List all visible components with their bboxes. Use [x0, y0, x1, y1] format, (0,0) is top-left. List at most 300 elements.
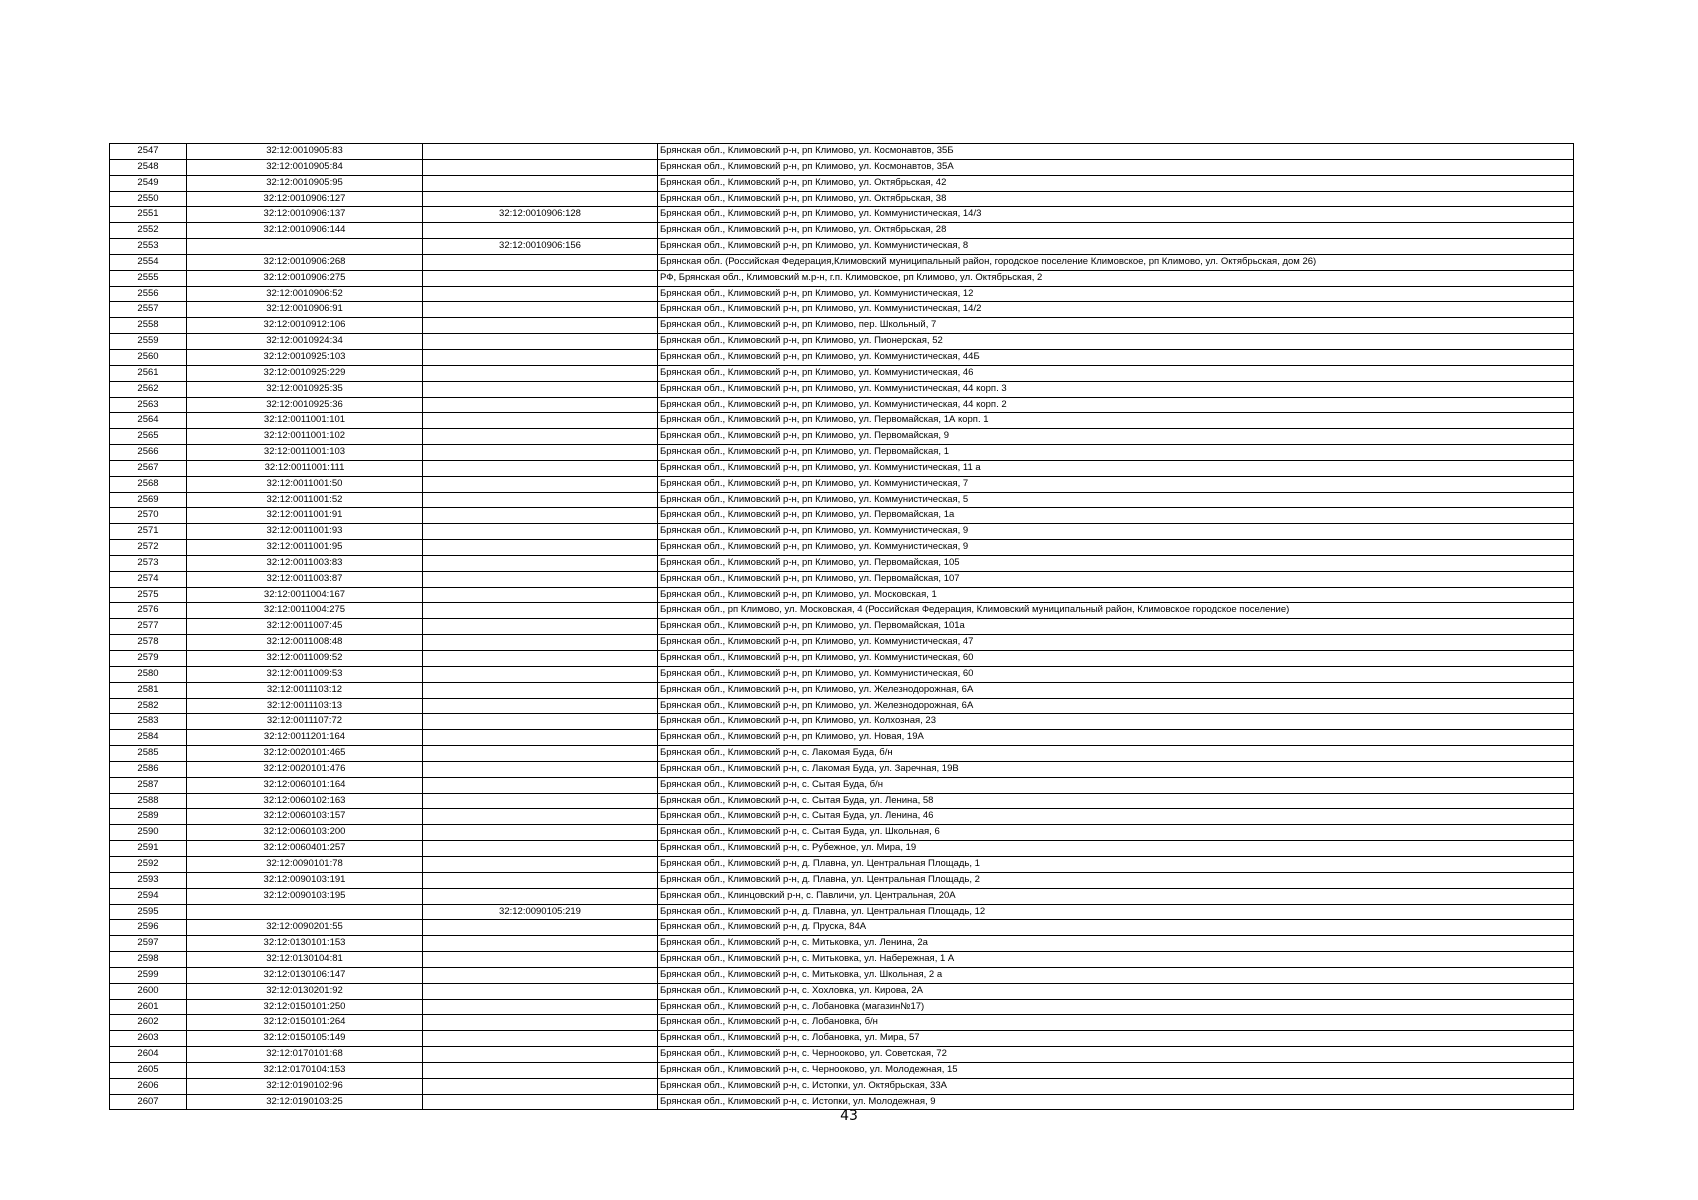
related-cadastral-number-cell — [423, 381, 658, 397]
related-cadastral-number-cell — [423, 999, 658, 1015]
table-row — [110, 825, 1574, 841]
row-number-cell: 2560 — [110, 349, 187, 365]
address-cell: Брянская обл., рп Климово, ул. Московская, 4 (Российская Федерация, Климовский муниципальный район, Климовское городское поселение) — [658, 603, 1574, 619]
address-cell: Брянская обл., Климовский р-н, д. Плавна, ул. Центральная Площадь, 2 — [658, 872, 1574, 888]
cadastral-number-cell: 32:12:0190102:96 — [187, 1078, 423, 1094]
row-number-cell: 2585 — [110, 746, 187, 762]
row-number-cell: 2577 — [110, 619, 187, 635]
address-cell: Брянская обл., Климовский р-н, рп Климово, ул. Октябрьская, 38 — [658, 191, 1574, 207]
related-cadastral-number-cell — [423, 761, 658, 777]
cadastral-number-cell: 32:12:0011009:52 — [187, 651, 423, 667]
row-number-cell: 2575 — [110, 587, 187, 603]
table-row — [110, 587, 1574, 603]
row-number-cell: 2579 — [110, 651, 187, 667]
row-number-cell: 2555 — [110, 270, 187, 286]
related-cadastral-number-cell — [423, 365, 658, 381]
row-number-cell: 2569 — [110, 492, 187, 508]
table-row — [110, 967, 1574, 983]
row-number-cell: 2576 — [110, 603, 187, 619]
cadastral-number-cell: 32:12:0011009:53 — [187, 666, 423, 682]
cadastral-number-cell: 32:12:0011004:167 — [187, 587, 423, 603]
row-number-cell: 2584 — [110, 730, 187, 746]
cadastral-number-cell: 32:12:0060103:157 — [187, 809, 423, 825]
address-cell: Брянская обл., Климовский р-н, рп Климово, ул. Октябрьская, 28 — [658, 223, 1574, 239]
row-number-cell: 2581 — [110, 682, 187, 698]
address-cell: Брянская обл., Климовский р-н, рп Климово, ул. Коммунистическая, 9 — [658, 540, 1574, 556]
cadastral-number-cell: 32:12:0011007:45 — [187, 619, 423, 635]
address-cell: Брянская обл., Климовский р-н, рп Климово, ул. Первомайская, 9 — [658, 429, 1574, 445]
row-number-cell: 2598 — [110, 952, 187, 968]
registry-table-body — [110, 144, 1574, 1110]
address-cell: Брянская обл., Климовский р-н, рп Климово, ул. Первомайская, 101а — [658, 619, 1574, 635]
row-number-cell: 2601 — [110, 999, 187, 1015]
row-number-cell: 2604 — [110, 1047, 187, 1063]
table-row — [110, 460, 1574, 476]
related-cadastral-number-cell — [423, 619, 658, 635]
table-row — [110, 492, 1574, 508]
related-cadastral-number-cell — [423, 682, 658, 698]
row-number-cell: 2567 — [110, 460, 187, 476]
related-cadastral-number-cell — [423, 175, 658, 191]
address-cell: Брянская обл., Климовский р-н, рп Климово, ул. Космонавтов, 35А — [658, 159, 1574, 175]
row-number-cell: 2559 — [110, 334, 187, 350]
related-cadastral-number-cell — [423, 587, 658, 603]
related-cadastral-number-cell — [423, 349, 658, 365]
address-cell: Брянская обл., Климовский р-н, с. Хохловка, ул. Кирова, 2А — [658, 983, 1574, 999]
row-number-cell: 2602 — [110, 1015, 187, 1031]
table-row — [110, 524, 1574, 540]
table-row — [110, 540, 1574, 556]
table-row — [110, 207, 1574, 223]
address-cell: Брянская обл., Климовский р-н, рп Климово, ул. Коммунистическая, 46 — [658, 365, 1574, 381]
table-row — [110, 1078, 1574, 1094]
table-row — [110, 666, 1574, 682]
cadastral-number-cell: 32:12:0011201:164 — [187, 730, 423, 746]
table-row — [110, 476, 1574, 492]
related-cadastral-number-cell — [423, 936, 658, 952]
related-cadastral-number-cell — [423, 476, 658, 492]
related-cadastral-number-cell — [423, 1078, 658, 1094]
row-number-cell: 2564 — [110, 413, 187, 429]
table-row — [110, 809, 1574, 825]
address-cell: Брянская обл., Климовский р-н, рп Климово, ул. Первомайская, 105 — [658, 555, 1574, 571]
address-cell: Брянская обл., Климовский р-н, с. Лакомая Буда, б/н — [658, 746, 1574, 762]
table-row — [110, 952, 1574, 968]
related-cadastral-number-cell — [423, 793, 658, 809]
related-cadastral-number-cell — [423, 777, 658, 793]
row-number-cell: 2595 — [110, 904, 187, 920]
cadastral-number-cell: 32:12:0010912:106 — [187, 318, 423, 334]
address-cell: Брянская обл., Климовский р-н, с. Сытая Буда, ул. Ленина, 46 — [658, 809, 1574, 825]
address-cell: Брянская обл., Климовский р-н, рп Климово, ул. Космонавтов, 35Б — [658, 144, 1574, 160]
row-number-cell: 2547 — [110, 144, 187, 160]
row-number-cell: 2594 — [110, 888, 187, 904]
cadastral-number-cell: 32:12:0090101:78 — [187, 856, 423, 872]
row-number-cell: 2591 — [110, 841, 187, 857]
table-row — [110, 159, 1574, 175]
table-row — [110, 223, 1574, 239]
row-number-cell: 2587 — [110, 777, 187, 793]
related-cadastral-number-cell — [423, 666, 658, 682]
cadastral-number-cell: 32:12:0011001:103 — [187, 445, 423, 461]
cadastral-number-cell: 32:12:0090103:195 — [187, 888, 423, 904]
cadastral-number-cell: 32:12:0010906:52 — [187, 286, 423, 302]
related-cadastral-number-cell — [423, 492, 658, 508]
related-cadastral-number-cell — [423, 334, 658, 350]
table-row — [110, 191, 1574, 207]
row-number-cell: 2563 — [110, 397, 187, 413]
table-row — [110, 365, 1574, 381]
row-number-cell: 2568 — [110, 476, 187, 492]
address-cell: Брянская обл., Климовский р-н, рп Климово, ул. Пионерская, 52 — [658, 334, 1574, 350]
address-cell: Брянская обл., Климовский р-н, с. Митьковка, ул. Ленина, 2а — [658, 936, 1574, 952]
address-cell: Брянская обл., Климовский р-н, с. Митьковка, ул. Набережная, 1 А — [658, 952, 1574, 968]
row-number-cell: 2582 — [110, 698, 187, 714]
table-row — [110, 856, 1574, 872]
related-cadastral-number-cell — [423, 698, 658, 714]
row-number-cell: 2588 — [110, 793, 187, 809]
cadastral-number-cell: 32:12:0130106:147 — [187, 967, 423, 983]
table-row — [110, 841, 1574, 857]
row-number-cell: 2578 — [110, 635, 187, 651]
cadastral-number-cell: 32:12:0010925:35 — [187, 381, 423, 397]
cadastral-number-cell: 32:12:0150101:264 — [187, 1015, 423, 1031]
cadastral-number-cell: 32:12:0011001:111 — [187, 460, 423, 476]
related-cadastral-number-cell — [423, 603, 658, 619]
cadastral-number-cell: 32:12:0011103:12 — [187, 682, 423, 698]
related-cadastral-number-cell — [423, 223, 658, 239]
row-number-cell: 2557 — [110, 302, 187, 318]
related-cadastral-number-cell — [423, 508, 658, 524]
row-number-cell: 2566 — [110, 445, 187, 461]
row-number-cell: 2554 — [110, 254, 187, 270]
table-row — [110, 651, 1574, 667]
cadastral-number-cell: 32:12:0010905:83 — [187, 144, 423, 160]
row-number-cell: 2572 — [110, 540, 187, 556]
row-number-cell: 2583 — [110, 714, 187, 730]
cadastral-number-cell: 32:12:0011004:275 — [187, 603, 423, 619]
address-cell: Брянская обл., Климовский р-н, рп Климово, ул. Коммунистическая, 7 — [658, 476, 1574, 492]
table-row — [110, 1062, 1574, 1078]
related-cadastral-number-cell: 32:12:0090105:219 — [423, 904, 658, 920]
address-cell: Брянская обл., Климовский р-н, с. Чернооково, ул. Молодежная, 15 — [658, 1062, 1574, 1078]
address-cell: Брянская обл., Климовский р-н, рп Климово, ул. Коммунистическая, 5 — [658, 492, 1574, 508]
row-number-cell: 2550 — [110, 191, 187, 207]
address-cell: Брянская обл., Климовский р-н, с. Лобановка (магазин№17) — [658, 999, 1574, 1015]
related-cadastral-number-cell — [423, 746, 658, 762]
table-row — [110, 1047, 1574, 1063]
row-number-cell: 2605 — [110, 1062, 187, 1078]
table-row — [110, 381, 1574, 397]
address-cell: Брянская обл., Климовский р-н, рп Климово, ул. Московская, 1 — [658, 587, 1574, 603]
cadastral-number-cell: 32:12:0011001:102 — [187, 429, 423, 445]
cadastral-number-cell: 32:12:0011103:13 — [187, 698, 423, 714]
address-cell: Брянская обл., Климовский р-н, с. Рубежное, ул. Мира, 19 — [658, 841, 1574, 857]
cadastral-number-cell: 32:12:0130201:92 — [187, 983, 423, 999]
address-cell: Брянская обл., Климовский р-н, рп Климово, ул. Колхозная, 23 — [658, 714, 1574, 730]
related-cadastral-number-cell — [423, 445, 658, 461]
table-row — [110, 1015, 1574, 1031]
cadastral-number-cell: 32:12:0011003:87 — [187, 571, 423, 587]
address-cell: Брянская обл., Климовский р-н, рп Климово, ул. Коммунистическая, 44 корп. 3 — [658, 381, 1574, 397]
cadastral-number-cell: 32:12:0060103:200 — [187, 825, 423, 841]
cadastral-number-cell: 32:12:0170104:153 — [187, 1062, 423, 1078]
related-cadastral-number-cell — [423, 270, 658, 286]
address-cell: Брянская обл., Климовский р-н, с. Сытая Буда, ул. Школьная, 6 — [658, 825, 1574, 841]
row-number-cell: 2553 — [110, 239, 187, 255]
related-cadastral-number-cell — [423, 1031, 658, 1047]
cadastral-number-cell: 32:12:0010906:275 — [187, 270, 423, 286]
address-cell: Брянская обл., Климовский р-н, с. Истопки, ул. Молодежная, 9 — [658, 1094, 1574, 1110]
cadastral-number-cell: 32:12:0010906:91 — [187, 302, 423, 318]
row-number-cell: 2573 — [110, 555, 187, 571]
table-row — [110, 397, 1574, 413]
address-cell: Брянская обл., Климовский р-н, д. Пруска, 84А — [658, 920, 1574, 936]
cadastral-number-cell — [187, 239, 423, 255]
cadastral-number-cell: 32:12:0060101:164 — [187, 777, 423, 793]
table-row — [110, 872, 1574, 888]
table-row — [110, 334, 1574, 350]
related-cadastral-number-cell — [423, 809, 658, 825]
table-row — [110, 777, 1574, 793]
address-cell: Брянская обл., Климовский р-н, рп Климово, ул. Железнодорожная, 6А — [658, 698, 1574, 714]
address-cell: Брянская обл., Климовский р-н, с. Сытая Буда, б/н — [658, 777, 1574, 793]
row-number-cell: 2596 — [110, 920, 187, 936]
related-cadastral-number-cell — [423, 1015, 658, 1031]
address-cell: Брянская обл., Климовский р-н, рп Климово, ул. Коммунистическая, 44Б — [658, 349, 1574, 365]
related-cadastral-number-cell — [423, 635, 658, 651]
cadastral-number-cell: 32:12:0010925:103 — [187, 349, 423, 365]
cadastral-number-cell: 32:12:0011001:52 — [187, 492, 423, 508]
related-cadastral-number-cell — [423, 872, 658, 888]
page-number: 43 — [840, 1108, 858, 1124]
row-number-cell: 2599 — [110, 967, 187, 983]
table-row — [110, 761, 1574, 777]
row-number-cell: 2558 — [110, 318, 187, 334]
row-number-cell: 2606 — [110, 1078, 187, 1094]
address-cell: Брянская обл., Климовский р-н, рп Климово, ул. Коммунистическая, 11 а — [658, 460, 1574, 476]
cadastral-number-cell: 32:12:0010924:34 — [187, 334, 423, 350]
table-row — [110, 286, 1574, 302]
table-row — [110, 619, 1574, 635]
table-row — [110, 270, 1574, 286]
related-cadastral-number-cell — [423, 413, 658, 429]
row-number-cell: 2548 — [110, 159, 187, 175]
cadastral-number-cell: 32:12:0060401:257 — [187, 841, 423, 857]
address-cell: Брянская обл., Климовский р-н, рп Климово, ул. Первомайская, 1А корп. 1 — [658, 413, 1574, 429]
row-number-cell: 2562 — [110, 381, 187, 397]
table-row — [110, 1031, 1574, 1047]
cadastral-number-cell: 32:12:0150105:149 — [187, 1031, 423, 1047]
cadastral-number-cell: 32:12:0090201:55 — [187, 920, 423, 936]
related-cadastral-number-cell — [423, 1062, 658, 1078]
cadastral-number-cell: 32:12:0011001:93 — [187, 524, 423, 540]
cadastral-number-cell: 32:12:0010906:144 — [187, 223, 423, 239]
row-number-cell: 2590 — [110, 825, 187, 841]
address-cell: Брянская обл., Климовский р-н, с. Чернооково, ул. Советская, 72 — [658, 1047, 1574, 1063]
table-row — [110, 603, 1574, 619]
related-cadastral-number-cell — [423, 730, 658, 746]
row-number-cell: 2556 — [110, 286, 187, 302]
cadastral-number-cell: 32:12:0010925:36 — [187, 397, 423, 413]
address-cell: Брянская обл., Климовский р-н, с. Лобановка, б/н — [658, 1015, 1574, 1031]
cadastral-number-cell: 32:12:0150101:250 — [187, 999, 423, 1015]
address-cell: Брянская обл., Климовский р-н, рп Климово, ул. Коммунистическая, 60 — [658, 651, 1574, 667]
address-cell: Брянская обл., Климовский р-н, рп Климово, ул. Первомайская, 107 — [658, 571, 1574, 587]
row-number-cell: 2607 — [110, 1094, 187, 1110]
related-cadastral-number-cell — [423, 144, 658, 160]
table-row — [110, 920, 1574, 936]
table-row — [110, 746, 1574, 762]
address-cell: Брянская обл., Климовский р-н, рп Климово, ул. Октябрьская, 42 — [658, 175, 1574, 191]
address-cell: Брянская обл., Климовский р-н, рп Климово, ул. Коммунистическая, 8 — [658, 239, 1574, 255]
table-row — [110, 698, 1574, 714]
related-cadastral-number-cell — [423, 318, 658, 334]
address-cell: Брянская обл., Климовский р-н, рп Климово, ул. Коммунистическая, 47 — [658, 635, 1574, 651]
row-number-cell: 2597 — [110, 936, 187, 952]
table-row — [110, 508, 1574, 524]
address-cell: Брянская обл., Климовский р-н, с. Митьковка, ул. Школьная, 2 а — [658, 967, 1574, 983]
address-cell: Брянская обл., Климовский р-н, рп Климово, ул. Коммунистическая, 9 — [658, 524, 1574, 540]
table-row — [110, 999, 1574, 1015]
cadastral-number-cell: 32:12:0011001:91 — [187, 508, 423, 524]
address-cell: Брянская обл., Климовский р-н, д. Плавна, ул. Центральная Площадь, 12 — [658, 904, 1574, 920]
cadastral-number-cell: 32:12:0020101:476 — [187, 761, 423, 777]
table-row — [110, 730, 1574, 746]
address-cell: Брянская обл., Климовский р-н, рп Климово, ул. Первомайская, 1 — [658, 445, 1574, 461]
related-cadastral-number-cell — [423, 524, 658, 540]
related-cadastral-number-cell — [423, 286, 658, 302]
cadastral-number-cell: 32:12:0190103:25 — [187, 1094, 423, 1110]
address-cell: Брянская обл., Климовский р-н, рп Климово, ул. Коммунистическая, 12 — [658, 286, 1574, 302]
related-cadastral-number-cell — [423, 651, 658, 667]
related-cadastral-number-cell — [423, 429, 658, 445]
row-number-cell: 2600 — [110, 983, 187, 999]
cadastral-number-cell: 32:12:0020101:465 — [187, 746, 423, 762]
related-cadastral-number-cell — [423, 825, 658, 841]
row-number-cell: 2561 — [110, 365, 187, 381]
row-number-cell: 2593 — [110, 872, 187, 888]
related-cadastral-number-cell: 32:12:0010906:128 — [423, 207, 658, 223]
row-number-cell: 2574 — [110, 571, 187, 587]
row-number-cell: 2580 — [110, 666, 187, 682]
address-cell: Брянская обл., Климовский р-н, с. Сытая Буда, ул. Ленина, 58 — [658, 793, 1574, 809]
cadastral-number-cell: 32:12:0060102:163 — [187, 793, 423, 809]
cadastral-number-cell: 32:12:0090103:191 — [187, 872, 423, 888]
table-row — [110, 571, 1574, 587]
row-number-cell: 2565 — [110, 429, 187, 445]
cadastral-number-cell: 32:12:0011001:50 — [187, 476, 423, 492]
related-cadastral-number-cell — [423, 967, 658, 983]
table-row — [110, 144, 1574, 160]
related-cadastral-number-cell — [423, 841, 658, 857]
row-number-cell: 2603 — [110, 1031, 187, 1047]
address-cell: Брянская обл., Клинцовский р-н, с. Павличи, ул. Центральная, 20А — [658, 888, 1574, 904]
table-row — [110, 904, 1574, 920]
row-number-cell: 2570 — [110, 508, 187, 524]
related-cadastral-number-cell — [423, 920, 658, 936]
related-cadastral-number-cell — [423, 1047, 658, 1063]
table-row — [110, 318, 1574, 334]
registry-table — [109, 143, 1574, 1110]
related-cadastral-number-cell — [423, 856, 658, 872]
address-cell: Брянская обл., Климовский р-н, рп Климово, ул. Коммунистическая, 14/3 — [658, 207, 1574, 223]
related-cadastral-number-cell — [423, 460, 658, 476]
table-row — [110, 302, 1574, 318]
address-cell: РФ, Брянская обл., Климовский м.р-н, г.п. Климовское, рп Климово, ул. Октябрьская, 2 — [658, 270, 1574, 286]
row-number-cell: 2589 — [110, 809, 187, 825]
row-number-cell: 2592 — [110, 856, 187, 872]
address-cell: Брянская обл., Климовский р-н, рп Климово, ул. Первомайская, 1а — [658, 508, 1574, 524]
related-cadastral-number-cell — [423, 555, 658, 571]
table-row — [110, 254, 1574, 270]
table-row — [110, 682, 1574, 698]
cadastral-number-cell: 32:12:0010905:84 — [187, 159, 423, 175]
cadastral-number-cell — [187, 904, 423, 920]
row-number-cell: 2549 — [110, 175, 187, 191]
cadastral-number-cell: 32:12:0130104:81 — [187, 952, 423, 968]
cadastral-number-cell: 32:12:0010925:229 — [187, 365, 423, 381]
table-row — [110, 429, 1574, 445]
table-row — [110, 349, 1574, 365]
related-cadastral-number-cell — [423, 191, 658, 207]
cadastral-number-cell: 32:12:0010906:268 — [187, 254, 423, 270]
cadastral-number-cell: 32:12:0130101:153 — [187, 936, 423, 952]
related-cadastral-number-cell: 32:12:0010906:156 — [423, 239, 658, 255]
related-cadastral-number-cell — [423, 888, 658, 904]
related-cadastral-number-cell — [423, 254, 658, 270]
cadastral-number-cell: 32:12:0010906:127 — [187, 191, 423, 207]
address-cell: Брянская обл., Климовский р-н, с. Лобановка, ул. Мира, 57 — [658, 1031, 1574, 1047]
address-cell: Брянская обл., Климовский р-н, рп Климово, пер. Школьный, 7 — [658, 318, 1574, 334]
related-cadastral-number-cell — [423, 983, 658, 999]
address-cell: Брянская обл., Климовский р-н, д. Плавна, ул. Центральная Площадь, 1 — [658, 856, 1574, 872]
table-row — [110, 445, 1574, 461]
related-cadastral-number-cell — [423, 302, 658, 318]
table-row — [110, 635, 1574, 651]
address-cell: Брянская обл., Климовский р-н, рп Климово, ул. Коммунистическая, 14/2 — [658, 302, 1574, 318]
table-row — [110, 983, 1574, 999]
row-number-cell: 2586 — [110, 761, 187, 777]
related-cadastral-number-cell — [423, 714, 658, 730]
cadastral-number-cell: 32:12:0011001:101 — [187, 413, 423, 429]
table-row — [110, 793, 1574, 809]
related-cadastral-number-cell — [423, 397, 658, 413]
address-cell: Брянская обл., Климовский р-н, рп Климово, ул. Коммунистическая, 44 корп. 2 — [658, 397, 1574, 413]
cadastral-number-cell: 32:12:0011008:48 — [187, 635, 423, 651]
table-row — [110, 555, 1574, 571]
table-row — [110, 936, 1574, 952]
address-cell: Брянская обл., Климовский р-н, рп Климово, ул. Коммунистическая, 60 — [658, 666, 1574, 682]
row-number-cell: 2571 — [110, 524, 187, 540]
related-cadastral-number-cell — [423, 571, 658, 587]
cadastral-number-cell: 32:12:0170101:68 — [187, 1047, 423, 1063]
table-row — [110, 175, 1574, 191]
cadastral-number-cell: 32:12:0010906:137 — [187, 207, 423, 223]
related-cadastral-number-cell — [423, 952, 658, 968]
table-row — [110, 888, 1574, 904]
address-cell: Брянская обл., Климовский р-н, с. Лакомая Буда, ул. Заречная, 19В — [658, 761, 1574, 777]
cadastral-number-cell: 32:12:0011001:95 — [187, 540, 423, 556]
cadastral-number-cell: 32:12:0010905:95 — [187, 175, 423, 191]
address-cell: Брянская обл., Климовский р-н, рп Климово, ул. Железнодорожная, 6А — [658, 682, 1574, 698]
address-cell: Брянская обл. (Российская Федерация,Климовский муниципальный район, городское поселение Климовское, рп Климово, ул. Октябрьская, дом 26) — [658, 254, 1574, 270]
table-row — [110, 239, 1574, 255]
row-number-cell: 2552 — [110, 223, 187, 239]
cadastral-number-cell: 32:12:0011107:72 — [187, 714, 423, 730]
related-cadastral-number-cell — [423, 540, 658, 556]
table-row — [110, 714, 1574, 730]
